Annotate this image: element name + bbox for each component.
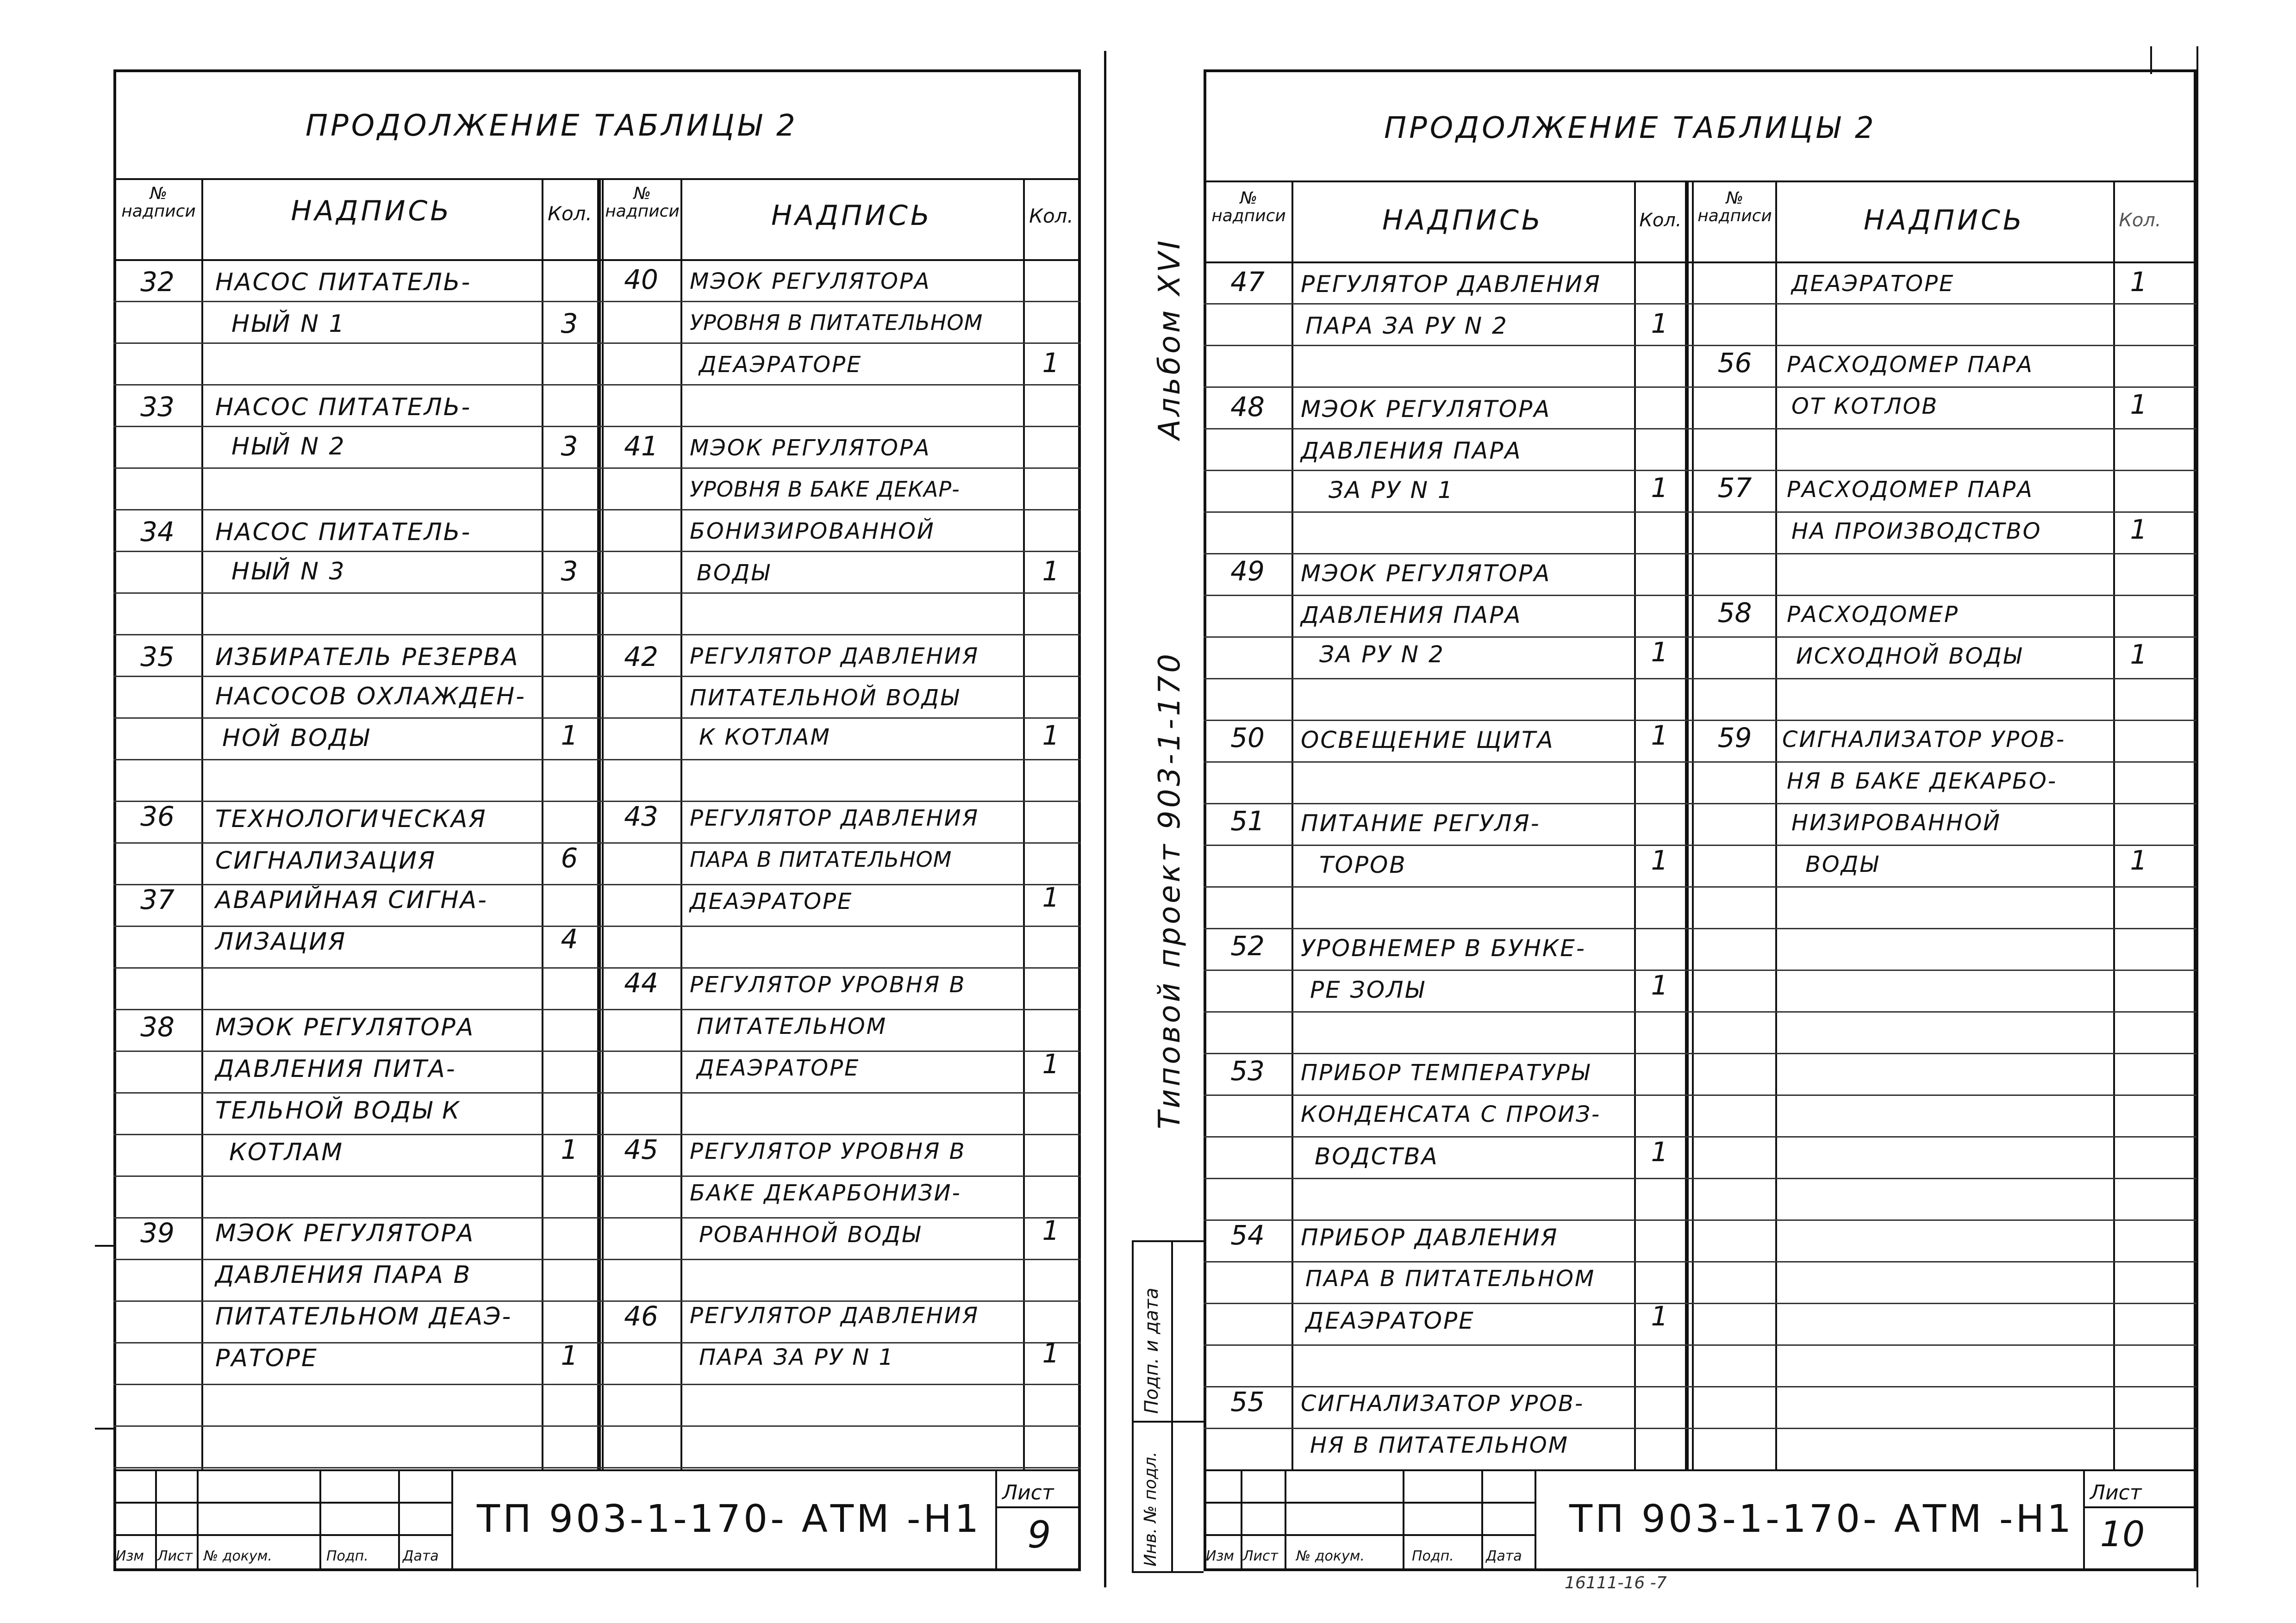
- row-text: НАСОС ПИТАТЕЛЬ-: [215, 518, 472, 546]
- row-qty: 1: [1042, 1215, 1060, 1246]
- row-separator: [113, 1051, 1081, 1052]
- row-text: ЗА РУ N 1: [1329, 477, 1454, 504]
- row-text: ВОДЫ: [697, 560, 771, 586]
- header-label: НАДПИСЬ: [291, 195, 452, 227]
- row-text: РЕГУЛЯТОР ДАВЛЕНИЯ: [1301, 271, 1601, 298]
- row-text: ИЗБИРАТЕЛЬ РЕЗЕРВА: [215, 643, 519, 671]
- row-separator: [113, 1342, 1081, 1343]
- col-line: [1023, 178, 1025, 1469]
- row-text: СИГНАЛИЗАТОР УРОВ-: [1782, 727, 2066, 752]
- margin-tick: [95, 1245, 113, 1247]
- row-separator: [113, 426, 1081, 427]
- row-qty: 1: [1042, 720, 1060, 751]
- row-number: 44: [624, 967, 658, 999]
- stamp-line: [319, 1469, 321, 1571]
- row-separator: [113, 759, 1081, 760]
- row-separator: [113, 884, 1081, 885]
- row-separator: [1204, 1094, 2196, 1096]
- row-number: 36: [140, 801, 175, 832]
- header-qty: Кол.: [2119, 210, 2161, 231]
- row-text: МЭОК РЕГУЛЯТОРА: [215, 1014, 475, 1041]
- row-text: ПАРА ЗА РУ N 1: [699, 1344, 894, 1370]
- row-number: 51: [1230, 805, 1265, 837]
- row-separator: [1204, 678, 2196, 679]
- row-qty: 1: [1651, 970, 1668, 1001]
- row-separator: [1204, 1386, 2196, 1387]
- row-text: МЭОК РЕГУЛЯТОРА: [690, 268, 931, 294]
- row-text: ДЕАЭРАТОРЕ: [1305, 1307, 1475, 1334]
- row-separator: [1204, 803, 2196, 804]
- row-text: СИГНАЛИЗАТОР УРОВ-: [1301, 1391, 1585, 1417]
- stamp-line: [1535, 1469, 1536, 1571]
- row-text: ОСВЕЩЕНИЕ ЩИТА: [1301, 727, 1554, 753]
- row-text: ПИТАТЕЛЬНОМ ДЕАЭ-: [215, 1303, 512, 1331]
- row-number: 35: [140, 641, 175, 672]
- row-text: ТОРОВ: [1319, 852, 1407, 878]
- row-text: ЛИЗАЦИЯ: [215, 928, 347, 956]
- row-text: УРОВНЯ В БАКЕ ДЕКАР-: [690, 477, 960, 502]
- row-text: ПРИБОР ДАВЛЕНИЯ: [1301, 1224, 1559, 1251]
- header-label: НАДПИСЬ: [1382, 204, 1544, 236]
- margin-tick: [95, 1428, 113, 1430]
- stamp-line: [2083, 1469, 2085, 1571]
- margin-strip-line: [1132, 1240, 1134, 1571]
- row-number: 41: [624, 430, 658, 462]
- stamp-line: [995, 1506, 1081, 1508]
- row-text: ПИТАНИЕ РЕГУЛЯ-: [1301, 810, 1541, 837]
- row-separator: [1204, 928, 2196, 929]
- row-text: НА ПРОИЗВОДСТВО: [1791, 518, 2042, 544]
- row-text: РОВАННОЙ ВОДЫ: [699, 1222, 922, 1248]
- row-separator: [1204, 845, 2196, 846]
- row-qty: 1: [1651, 1300, 1668, 1332]
- row-text: ДАВЛЕНИЯ ПАРА: [1301, 602, 1522, 628]
- header-no: № надписи: [605, 184, 680, 221]
- row-number: 32: [140, 266, 175, 298]
- row-qty: 1: [2130, 266, 2147, 298]
- row-text: ДАВЛЕНИЯ ПАРА В: [215, 1261, 472, 1289]
- row-text: ЗА РУ N 2: [1319, 641, 1445, 668]
- stamp-top-line-left: [113, 1469, 1081, 1471]
- row-number: 54: [1230, 1219, 1265, 1251]
- row-qty: 1: [2130, 389, 2147, 420]
- stamp-label: № докум.: [204, 1548, 272, 1564]
- row-separator: [1204, 1053, 2196, 1054]
- row-separator: [113, 967, 1081, 969]
- row-text: РЕГУЛЯТОР УРОВНЯ В: [690, 972, 966, 998]
- row-text: РАСХОДОМЕР: [1787, 602, 1959, 628]
- row-text: КОТЛАМ: [229, 1138, 344, 1166]
- row-number: 53: [1230, 1055, 1265, 1087]
- row-text: РЕГУЛЯТОР ДАВЛЕНИЯ: [690, 643, 980, 669]
- col-line: [597, 178, 601, 1469]
- col-line: [1685, 180, 1689, 1469]
- stamp-line: [398, 1469, 400, 1571]
- edge-mark: [2196, 46, 2198, 1587]
- row-number: 43: [624, 801, 658, 832]
- row-qty: 4: [561, 923, 578, 955]
- row-number: 42: [624, 641, 658, 672]
- row-separator: [1204, 1136, 2196, 1138]
- row-text: ПАРА В ПИТАТЕЛЬНОМ: [690, 847, 952, 872]
- inventory-label: Инв. № подл.: [1141, 1451, 1160, 1567]
- row-qty: 1: [1042, 882, 1060, 913]
- stamp-line: [995, 1469, 997, 1571]
- header-no: № надписи: [121, 184, 196, 221]
- row-separator: [113, 634, 1081, 635]
- row-separator: [113, 1009, 1081, 1010]
- sheet-number: 10: [2100, 1513, 2145, 1555]
- row-number: 58: [1717, 597, 1752, 628]
- row-separator: [113, 801, 1081, 802]
- row-separator: [1204, 970, 2196, 971]
- row-number: 55: [1230, 1386, 1265, 1418]
- row-separator: [1204, 553, 2196, 554]
- sheet-label: Лист: [2090, 1481, 2142, 1505]
- row-qty: 1: [1651, 308, 1668, 339]
- row-text: НАСОСОВ ОХЛАЖДЕН-: [215, 683, 526, 710]
- row-qty: 1: [561, 1340, 578, 1371]
- row-number: 48: [1230, 391, 1265, 423]
- stamp-label: Подп.: [1412, 1548, 1454, 1564]
- row-number: 52: [1230, 930, 1265, 962]
- stamp-label: № докум.: [1296, 1548, 1365, 1564]
- margin-strip-line: [1132, 1240, 1204, 1242]
- row-text: ПАРА ЗА РУ N 2: [1305, 312, 1508, 339]
- row-number: 46: [624, 1300, 658, 1332]
- row-qty: 3: [561, 308, 578, 339]
- row-text: ВОДЫ: [1805, 852, 1879, 877]
- row-text: НАСОС ПИТАТЕЛЬ-: [215, 268, 472, 296]
- row-text: ОТ КОТЛОВ: [1791, 393, 1939, 419]
- stamp-label: Изм: [116, 1548, 144, 1564]
- row-separator: [1204, 511, 2196, 513]
- row-text: НЫЙ N 1: [231, 310, 346, 338]
- row-separator: [1204, 1344, 2196, 1346]
- bottom-note: 16111-16 -7: [1565, 1573, 1667, 1592]
- row-text: ДЕАЭРАТОРЕ: [1791, 271, 1955, 297]
- header-no: № надписи: [1211, 189, 1286, 225]
- row-separator: [1204, 1303, 2196, 1304]
- row-separator: [113, 592, 1081, 594]
- row-separator: [113, 509, 1081, 510]
- row-qty: 1: [1651, 720, 1668, 751]
- row-qty: 3: [561, 555, 578, 587]
- header-qty: Кол.: [548, 202, 592, 225]
- header-no: № надписи: [1697, 189, 1772, 225]
- row-number: 34: [140, 516, 175, 547]
- stamp-line: [1481, 1469, 1483, 1571]
- row-number: 49: [1230, 555, 1265, 587]
- row-separator: [1204, 386, 2196, 388]
- header-qty: Кол.: [1639, 210, 1682, 231]
- col-line: [542, 178, 543, 1469]
- margin-strip-line: [1132, 1571, 1204, 1573]
- row-text: ВОДСТВА: [1315, 1143, 1439, 1170]
- row-separator: [113, 342, 1081, 344]
- row-qty: 1: [561, 720, 578, 751]
- sheet-number: 9: [1027, 1513, 1051, 1556]
- col-line: [2113, 180, 2115, 1469]
- row-text: МЭОК РЕГУЛЯТОРА: [1301, 396, 1551, 423]
- row-text: НИЗИРОВАННОЙ: [1791, 810, 2002, 836]
- row-text: НАСОС ПИТАТЕЛЬ-: [215, 393, 472, 421]
- row-separator: [113, 1175, 1081, 1177]
- row-text: НЫЙ N 2: [231, 433, 346, 460]
- row-text: ТЕХНОЛОГИЧЕСКАЯ: [215, 805, 487, 833]
- row-text: АВАРИЙНАЯ СИГНА-: [215, 886, 488, 914]
- row-text: НЯ В БАКЕ ДЕКАРБО-: [1787, 768, 2058, 794]
- row-separator: [1204, 1219, 2196, 1221]
- row-separator: [1204, 428, 2196, 429]
- row-separator: [113, 676, 1081, 677]
- row-text: НОЙ ВОДЫ: [222, 724, 370, 752]
- row-qty: 1: [2130, 639, 2147, 670]
- col-line: [1692, 180, 1694, 1469]
- row-qty: 1: [1651, 636, 1668, 668]
- col-line: [680, 178, 682, 1469]
- row-number: 45: [624, 1134, 658, 1165]
- row-number: 40: [624, 264, 658, 295]
- row-number: 33: [140, 391, 175, 423]
- row-text: ПИТАТЕЛЬНОМ: [697, 1014, 887, 1039]
- row-qty: 1: [2130, 845, 2147, 876]
- table-title-left: ПРОДОЛЖЕНИЕ ТАБЛИЦЫ 2: [306, 109, 798, 143]
- row-number: 38: [140, 1011, 175, 1043]
- col-line: [1292, 180, 1293, 1469]
- stamp-line: [1403, 1469, 1404, 1571]
- row-text: БАКЕ ДЕКАРБОНИЗИ-: [690, 1180, 961, 1206]
- row-qty: 1: [1651, 1136, 1668, 1168]
- row-text: МЭОК РЕГУЛЯТОРА: [690, 435, 931, 461]
- header-qty: Кол.: [1029, 205, 1073, 227]
- row-text: ДЕАЭРАТОРЕ: [697, 1055, 860, 1081]
- stamp-label: Дата: [403, 1548, 439, 1564]
- row-text: ДАВЛЕНИЯ ПИТА-: [215, 1055, 456, 1083]
- row-qty: 6: [561, 842, 578, 874]
- row-separator: [1204, 303, 2196, 305]
- project-label: Типовой проект 903-1-170: [1153, 651, 1187, 1129]
- row-qty: 1: [1042, 1048, 1060, 1080]
- row-text: РАТОРЕ: [215, 1344, 318, 1372]
- row-separator: [1204, 761, 2196, 763]
- stamp-line: [1204, 1502, 1535, 1504]
- stamp-label: Лист: [157, 1548, 193, 1564]
- row-separator: [113, 1300, 1081, 1302]
- row-separator: [113, 717, 1081, 719]
- row-qty: 1: [1651, 845, 1668, 876]
- row-text: РЕ ЗОЛЫ: [1310, 976, 1425, 1003]
- row-text: МЭОК РЕГУЛЯТОРА: [215, 1219, 475, 1247]
- stamp-label: Лист: [1243, 1548, 1279, 1564]
- row-qty: 1: [1651, 472, 1668, 504]
- row-text: К КОТЛАМ: [699, 724, 831, 750]
- document-code: ТП 903-1-170- АТМ -Н1: [477, 1497, 982, 1541]
- row-separator: [1204, 345, 2196, 346]
- table-title-right: ПРОДОЛЖЕНИЕ ТАБЛИЦЫ 2: [1384, 111, 1877, 145]
- row-text: РАСХОДОМЕР ПАРА: [1787, 477, 2034, 503]
- row-number: 56: [1717, 347, 1752, 379]
- stamp-line: [1241, 1469, 1242, 1571]
- row-number: 50: [1230, 722, 1265, 753]
- stamp-top-line-right: [1204, 1469, 2196, 1471]
- row-text: ДЕАЭРАТОРЕ: [699, 352, 862, 378]
- row-separator: [113, 551, 1081, 552]
- row-qty: 1: [1042, 347, 1060, 379]
- row-number: 59: [1717, 722, 1752, 753]
- fold-line: [1104, 51, 1106, 1587]
- col-line: [1775, 180, 1777, 1469]
- stamp-line: [113, 1534, 451, 1536]
- row-text: ТЕЛЬНОЙ ВОДЫ К: [215, 1097, 461, 1125]
- margin-strip-line: [1132, 1421, 1204, 1423]
- stamp-label: Подп.: [326, 1548, 368, 1564]
- stamp-line: [1285, 1469, 1286, 1571]
- document-code: ТП 903-1-170- АТМ -Н1: [1569, 1497, 2074, 1541]
- stamp-line: [2083, 1506, 2196, 1508]
- row-text: УРОВНЕМЕР В БУНКЕ-: [1301, 935, 1586, 962]
- row-text: ПАРА В ПИТАТЕЛЬНОМ: [1305, 1266, 1596, 1292]
- row-number: 47: [1230, 266, 1265, 298]
- row-text: КОНДЕНСАТА С ПРОИЗ-: [1301, 1101, 1601, 1127]
- row-separator: [113, 384, 1081, 386]
- row-separator: [113, 1259, 1081, 1260]
- row-text: ДАВЛЕНИЯ ПАРА: [1301, 437, 1522, 464]
- row-separator: [113, 1134, 1081, 1135]
- row-qty: 1: [561, 1134, 578, 1165]
- row-number: 37: [140, 884, 175, 915]
- header-label: НАДПИСЬ: [1863, 204, 2025, 236]
- row-separator: [113, 842, 1081, 844]
- col-line: [602, 178, 604, 1469]
- stamp-label: Дата: [1486, 1548, 1522, 1564]
- row-text: РАСХОДОМЕР ПАРА: [1787, 352, 2034, 378]
- row-separator: [1204, 470, 2196, 471]
- row-separator: [113, 301, 1081, 302]
- row-separator: [113, 1384, 1081, 1385]
- row-text: НЯ В ПИТАТЕЛЬНОМ: [1310, 1432, 1569, 1458]
- row-separator: [1204, 1428, 2196, 1429]
- row-text: ПИТАТЕЛЬНОЙ ВОДЫ: [690, 685, 960, 711]
- sheet-label: Лист: [1002, 1481, 1054, 1505]
- row-separator: [113, 1217, 1081, 1219]
- row-text: УРОВНЯ В ПИТАТЕЛЬНОМ: [690, 310, 983, 335]
- row-number: 39: [140, 1217, 175, 1249]
- album-label: Альбом XVI: [1153, 237, 1187, 440]
- header-label: НАДПИСЬ: [771, 199, 933, 232]
- row-text: РЕГУЛЯТОР УРОВНЯ В: [690, 1138, 966, 1164]
- row-separator: [113, 467, 1081, 469]
- margin-strip-line: [1171, 1240, 1173, 1571]
- row-text: РЕГУЛЯТОР ДАВЛЕНИЯ: [690, 1303, 980, 1329]
- col-line: [1634, 180, 1636, 1469]
- edge-mark: [2150, 46, 2152, 74]
- row-separator: [113, 1467, 1081, 1468]
- stamp-label: Изм: [1206, 1548, 1235, 1564]
- row-text: СИГНАЛИЗАЦИЯ: [215, 847, 437, 875]
- stamp-line: [113, 1502, 451, 1504]
- row-text: МЭОК РЕГУЛЯТОРА: [1301, 560, 1551, 587]
- sign-date-label: Подп. и дата: [1141, 1287, 1162, 1414]
- row-separator: [1204, 636, 2196, 638]
- row-qty: 1: [1042, 555, 1060, 587]
- header-top-line-right: [1204, 180, 2196, 182]
- row-text: НЫЙ N 3: [231, 558, 346, 585]
- row-qty: 1: [2130, 514, 2147, 545]
- col-line: [201, 178, 203, 1469]
- stamp-line: [451, 1469, 453, 1571]
- row-text: РЕГУЛЯТОР ДАВЛЕНИЯ: [690, 805, 980, 831]
- row-text: ПРИБОР ТЕМПЕРАТУРЫ: [1301, 1060, 1591, 1086]
- row-separator: [1204, 1261, 2196, 1262]
- row-text: ИСХОДНОЙ ВОДЫ: [1796, 643, 2023, 669]
- row-separator: [1204, 720, 2196, 721]
- row-separator: [113, 1092, 1081, 1094]
- row-text: БОНИЗИРОВАННОЙ: [690, 518, 935, 544]
- row-separator: [1204, 595, 2196, 596]
- row-qty: 1: [1042, 1337, 1060, 1369]
- row-separator: [113, 1425, 1081, 1427]
- row-separator: [1204, 1011, 2196, 1013]
- row-text: ДЕАЭРАТОРЕ: [690, 889, 853, 914]
- row-qty: 3: [561, 430, 578, 462]
- stamp-line: [1204, 1534, 1535, 1536]
- header-bottom-line-right: [1204, 261, 2196, 263]
- row-separator: [1204, 1178, 2196, 1179]
- stamp-line: [197, 1469, 199, 1571]
- row-separator: [1204, 886, 2196, 888]
- row-separator: [113, 926, 1081, 927]
- row-number: 57: [1717, 472, 1752, 504]
- stamp-line: [155, 1469, 157, 1571]
